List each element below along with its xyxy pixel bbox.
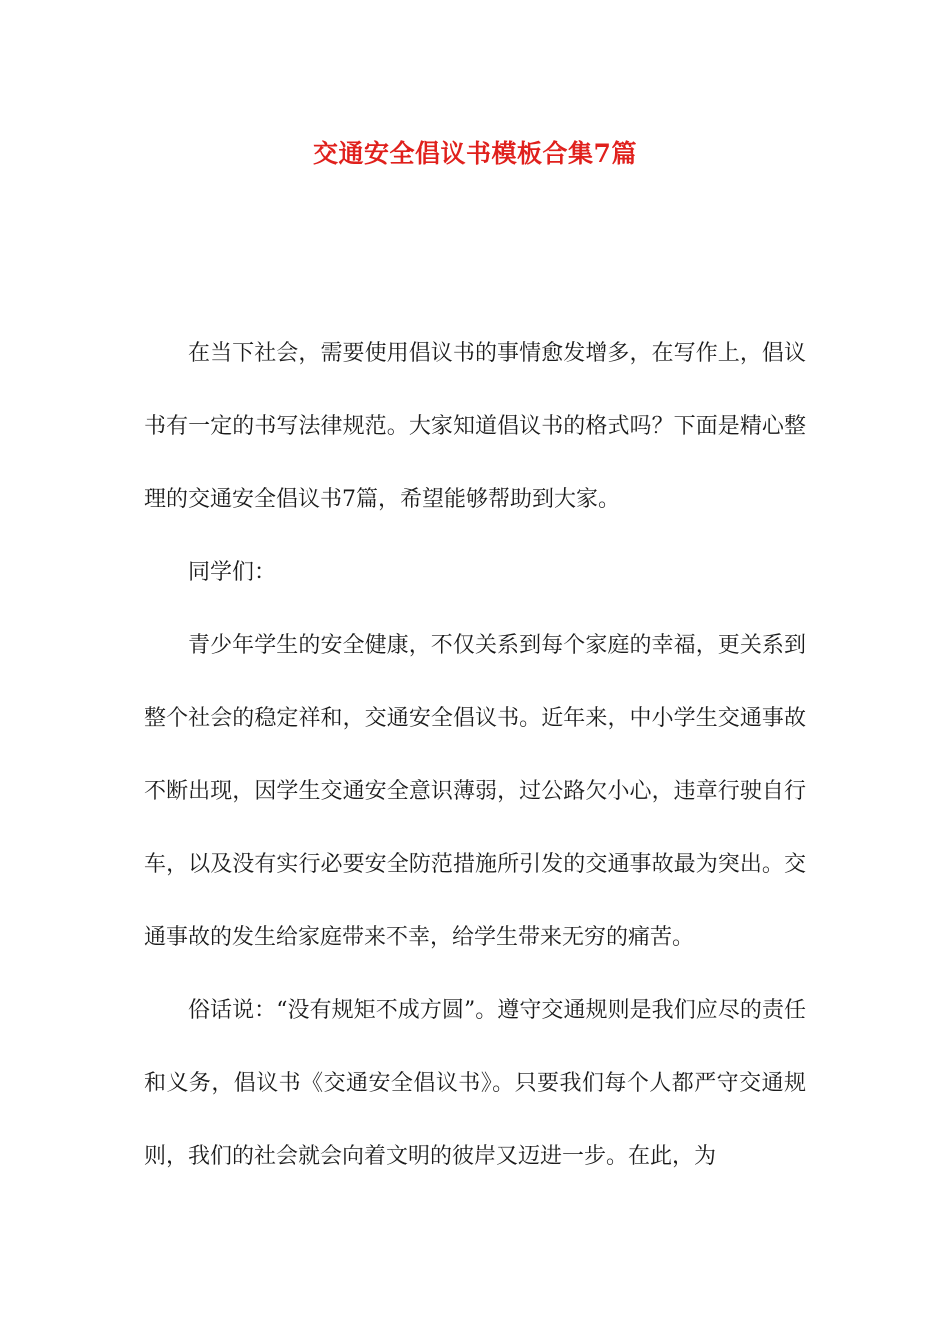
document-body	[144, 317, 806, 1193]
paragraph-intro: 在当下社会，需要使用倡议书的事情愈发增多，在写作上，倡议书有一定的书写法律规范。大家知道倡议书的格式吗？下面是精心整理的交通安全倡议书7篇，希望能够帮助到大家。	[144, 341, 806, 512]
document-title: 交通安全倡议书模板合集7篇	[313, 139, 637, 168]
paragraph-salutation: 同学们：	[188, 560, 277, 585]
paragraph-rules: 俗话说：“没有规矩不成方圆”。遵守交通规则是我们应尽的责任和义务，倡议书《交通安全倡议书》。只要我们每个人都严守交通规则，我们的社会就会向着文明的彼岸又迈进一步。在此，为	[144, 998, 806, 1169]
paragraph-safety: 青少年学生的安全健康，不仅关系到每个家庭的幸福，更关系到整个社会的稳定祥和，交通安全倡议书。近年来，中小学生交通事故不断出现，因学生交通安全意识薄弱，过公路欠小心，违章行驶自行车，以及没有实行必要安全防范措施所引发的交通事故最为突出。交通事故的发生给家庭带来不幸，给学生带来无穷的痛苦。	[144, 633, 806, 950]
